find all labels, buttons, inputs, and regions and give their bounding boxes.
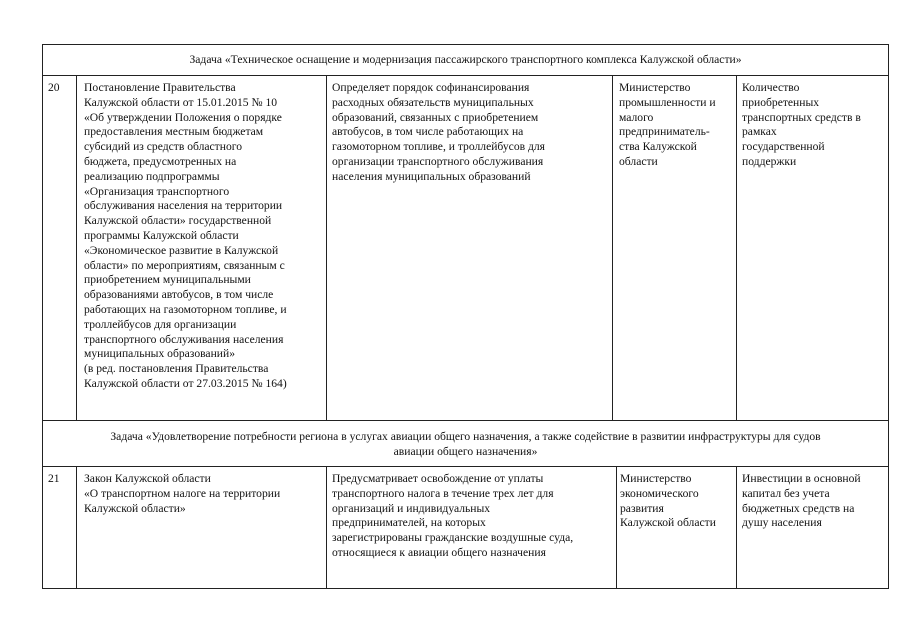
row-20-responsible: Министерство промышленности и малого предприниматель- ства Калужской области (619, 81, 716, 168)
regulation-table (42, 44, 889, 589)
table-border-top (42, 44, 889, 45)
section2-task-title: Задача «Удовлетворение потребности региона в услугах авиации общего назначения, а также содействие в развитии инфраструктуры для судов авиации общего назначения» (110, 430, 821, 458)
table-border-left (42, 44, 43, 589)
row-21-indicator: Инвестиции в основной капитал без учета бюджетных средств на душу населения (742, 472, 861, 530)
row-21-number: 21 (48, 472, 60, 485)
section1-task-title: Задача «Техническое оснащение и модернизация пассажирского транспортного комплекса Калужской области» (189, 53, 742, 66)
section1-header-bottom (42, 75, 889, 76)
row-20-col-sep-2 (326, 75, 327, 420)
row-21-responsible: Министерство экономического развития Калужской области (620, 472, 716, 530)
row-21-col-sep-2 (326, 466, 327, 588)
row-20-bottom (42, 420, 889, 421)
row-20-number: 20 (48, 81, 60, 94)
row-20-indicator: Количество приобретенных транспортных средств в рамках государственной поддержки (742, 81, 861, 168)
table-border-right (888, 44, 889, 589)
row-20-col-sep-4 (736, 75, 737, 420)
row-21-col-sep-3 (616, 466, 617, 588)
row-21-document: Закон Калужской области «О транспортном налоге на территории Калужской области» (84, 472, 281, 515)
row-21-col-sep-1 (76, 466, 77, 588)
row-21-col-sep-4 (736, 466, 737, 588)
row-20-description: Определяет порядок софинансирования расходных обязательств муниципальных образований, связанных с приобретением автобусов, в том числе работающих на газомоторном топливе, и троллейбусов для организации транспортного обслуживания населения муниципальных образований (332, 81, 546, 183)
row-21-description: Предусматривает освобождение от уплаты транспортного налога в течение трех лет для организаций и индивидуальных предпринимателей, на которых зарегистрированы гражданские воздушные суда, относящиеся к авиации общего назначения (332, 472, 574, 559)
table-border-bottom (42, 588, 889, 589)
row-20-col-sep-3 (612, 75, 613, 420)
row-20-document: Постановление Правительства Калужской области от 15.01.2015 № 10 «Об утверждении Положения о порядке предоставления местным бюджетам субсидий из средств областного бюджета, предусмотренных на реализацию подпрограммы «Организация транспортного обслуживания населения на территории Калужской области» государственной программы Калужской области «Экономическое развитие в Калужской области» по мероприятиям, связанным с приобретением муниципальными образованиями автобусов, в том числе работающих на газомоторном топливе, и троллейбусов для организации транспортного обслуживания населения муниципальных образований» (в ред. постановления Правительства Калужской области от 27.03.2015 № 164) (84, 81, 287, 390)
row-20-col-sep-1 (76, 75, 77, 420)
section2-header-bottom (42, 466, 889, 467)
